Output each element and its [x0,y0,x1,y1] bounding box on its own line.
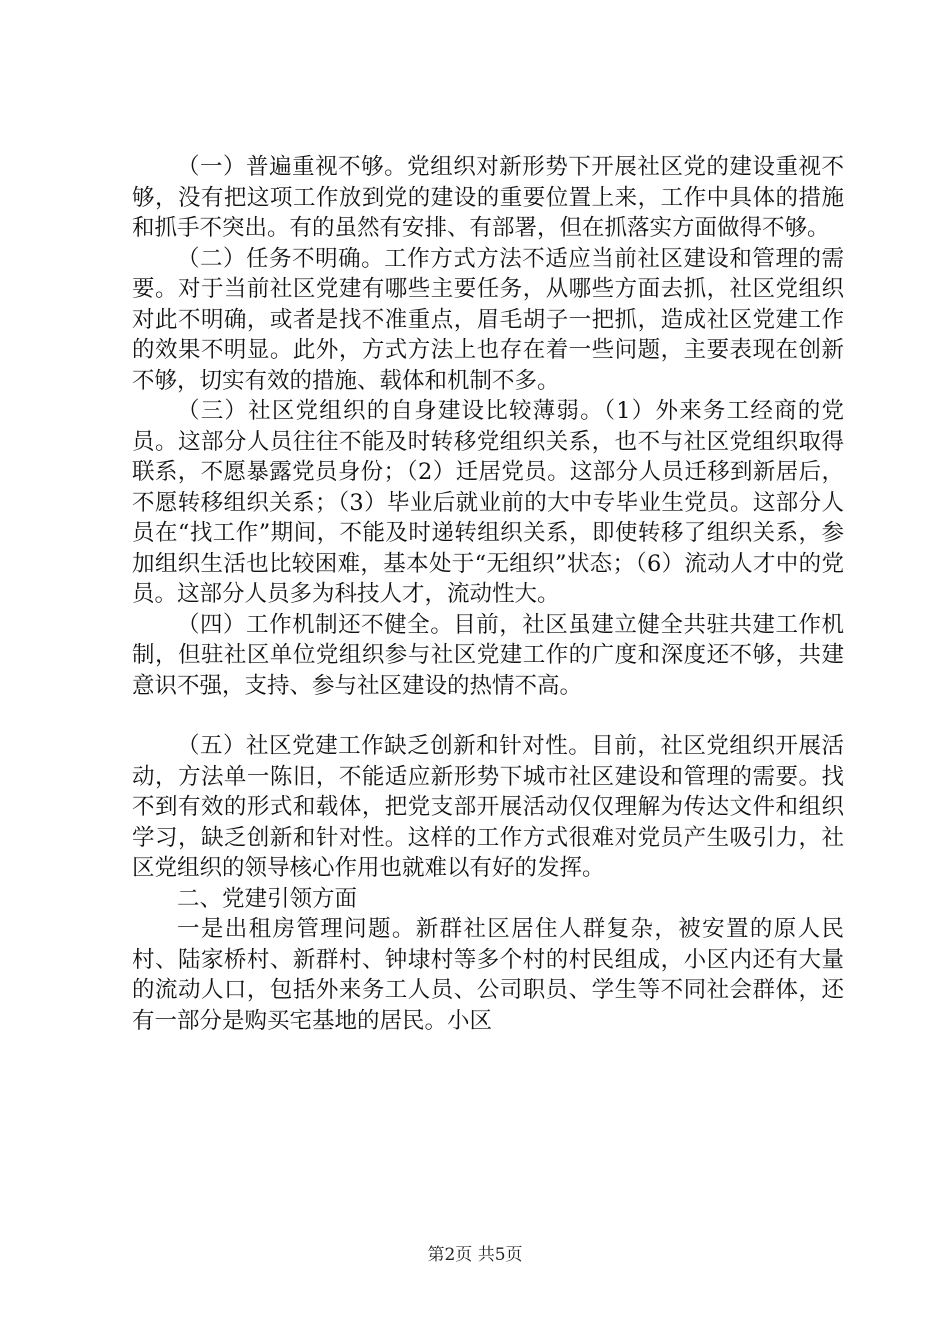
document-body [132,152,844,1036]
paragraph-4: （四）工作机制还不健全。目前，社区虽建立健全共驻共建工作机制，但驻社区单位党组织参与社区党建工作的广度和深度还不够，共建意识不强，支持、参与社区建设的热情不高。 [132,611,844,699]
paragraph-5: （五）社区党建工作缺乏创新和针对性。目前，社区党组织开展活动，方法单一陈旧，不能适应新形势下城市社区建设和管理的需要。找不到有效的形式和载体，把党支部开展活动仅仅理解为传达文件和组织学习，缺乏创新和针对性。这样的工作方式很难对党员产生吸引力，社区党组织的领导核心作用也就难以有好的发挥。 [132,733,844,881]
section-heading: 二、党建引领方面 [177,885,358,912]
paragraph-3: （三）社区党组织的自身建设比较薄弱。（1）外来务工经商的党员。这部分人员往往不能及时转移党组织关系，也不与社区党组织取得联系，不愿暴露党员身份；（2）迁居党员。这部分人员迁移到新居后，不愿转移组织关系；（3）毕业后就业前的大中专毕业生党员。这部分人员在“找工作”期间，不能及时递转组织关系，即使转移了组织关系，参加组织生活也比较困难，基本处于“无组织”状态；（6）流动人才中的党员。这部分人员多为科技人才，流动性大。 [132,398,844,607]
page-footer: 第2页 共5页 [427,1245,523,1265]
paragraph-6: 一是出租房管理问题。新群社区居住人群复杂，被安置的原人民村、陆家桥村、新群村、钟埭村等多个村的村民组成，小区内还有大量的流动人口，包括外来务工人员、公司职员、学生等不同社会群体，还有一部分是购买宅基地的居民。小区 [132,916,844,1034]
paragraph-2: （二）任务不明确。工作方式方法不适应当前社区建设和管理的需要。对于当前社区党建有哪些主要任务，从哪些方面去抓，社区党组织对此不明确，或者是找不准重点，眉毛胡子一把抓，造成社区党建工作的效果不明显。此外，方式方法上也存在着一些问题，主要表现在创新不够，切实有效的措施、载体和机制不多。 [132,245,844,394]
paragraph-1: （一）普遍重视不够。党组织对新形势下开展社区党的建设重视不够，没有把这项工作放到党的建设的重要位置上来，工作中具体的措施和抓手不突出。有的虽然有安排、有部署，但在抓落实方面做得不够。 [132,154,844,241]
